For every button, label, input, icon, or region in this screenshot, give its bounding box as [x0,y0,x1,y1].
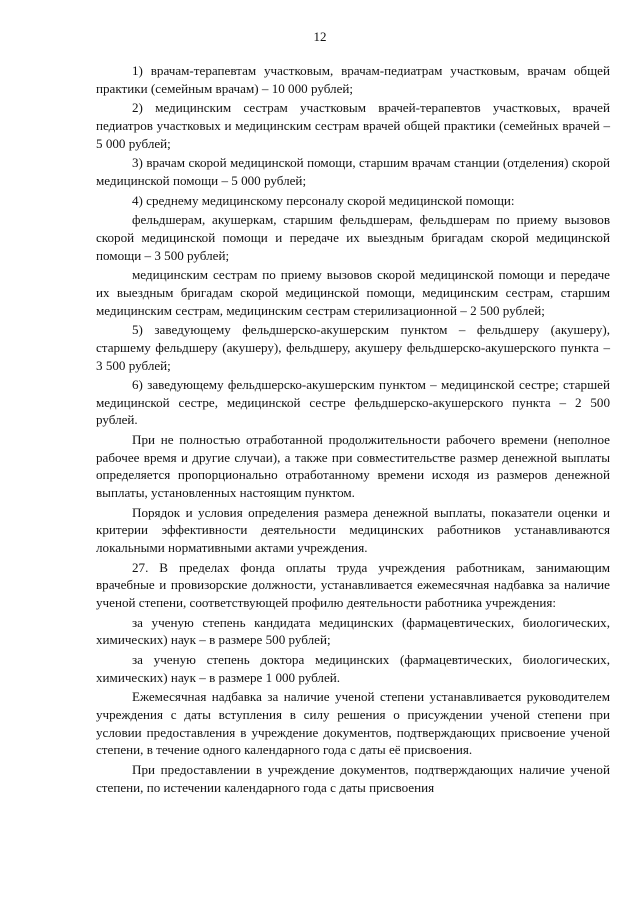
paragraph: фельдшерам, акушеркам, старшим фельдшерам, фельдшерам по приему вызовов скорой медицинской помощи и передаче их выездным бригадам скорой медицинской помощи – 3 500 рублей; [96,212,610,263]
paragraph: При предоставлении в учреждение документов, подтверждающих наличие ученой степени, по истечении календарного года с даты присвоения [96,761,610,795]
paragraph: Порядок и условия определения размера денежной выплаты, показатели оценки и критерии эффективности деятельности медицинских работников устанавливаются локальными нормативными актами учреждения. [96,504,610,556]
paragraph: за ученую степень кандидата медицинских (фармацевтических, биологических, химических) наук – в размере 500 рублей; [96,614,610,648]
document-body [96,62,610,798]
paragraph: за ученую степень доктора медицинских (фармацевтических, биологических, химических) наук – в размере 1 000 рублей. [96,652,610,685]
paragraph: медицинским сестрам по приему вызовов скорой медицинской помощи и передаче их выездным бригадам скорой медицинской помощи, медицинским сестрам, старшим медицинским сестрам, медицинским сестрам стерилизационной – 2 500 рублей; [96,267,610,318]
paragraph: 3) врачам скорой медицинской помощи, старшим врачам станции (отделения) скорой медицинской помощи – 5 000 рублей; [96,155,610,188]
paragraph: 2) медицинским сестрам участковым врачей-терапевтов участковых, врачей педиатров участковых и медицинским сестрам врачей общей практики (семейных врачей – 5 000 рублей; [96,100,610,151]
paragraph: 1) врачам-терапевтам участковым, врачам-педиатрам участковым, врачам общей практики (семейным врачам) – 10 000 рублей; [96,63,610,96]
page-number: 12 [313,29,327,44]
paragraph: При не полностью отработанной продолжительности рабочего времени (неполное рабочее время и другие случаи), а также при совместительстве размер денежной выплаты определяется пропорционально отработанному времени исходя из размеров денежной выплаты, установленных настоящим пунктом. [96,432,610,501]
paragraph: 5) заведующему фельдшерско-акушерским пунктом – фельдшеру (акушеру), старшему фельдшеру (акушеру), фельдшеру, акушеру фельдшерско-акушерского пункта – 3 500 рублей; [96,322,610,373]
paragraph: 4) среднему медицинскому персоналу скорой медицинской помощи: [132,192,515,208]
paragraph: Ежемесячная надбавка за наличие ученой степени устанавливается руководителем учреждения с даты вступления в силу решения о присуждении ученой степени при условии предоставления в учреждение документов, подтверждающих присвоение ученой степени, в течение одного календарного года с даты её присвоения. [96,689,610,758]
paragraph: 6) заведующему фельдшерско-акушерским пунктом – медицинской сестре; старшей медицинской сестре, медицинской сестре фельдшерско-акушерского пункта – 2 500 рублей. [96,377,610,428]
paragraph: 27. В пределах фонда оплаты труда учреждения работникам, занимающим врачебные и провизорские должности, устанавливается ежемесячная надбавка за наличие ученой степени, соответствующей профилю деятельности работника учреждения: [96,559,610,611]
